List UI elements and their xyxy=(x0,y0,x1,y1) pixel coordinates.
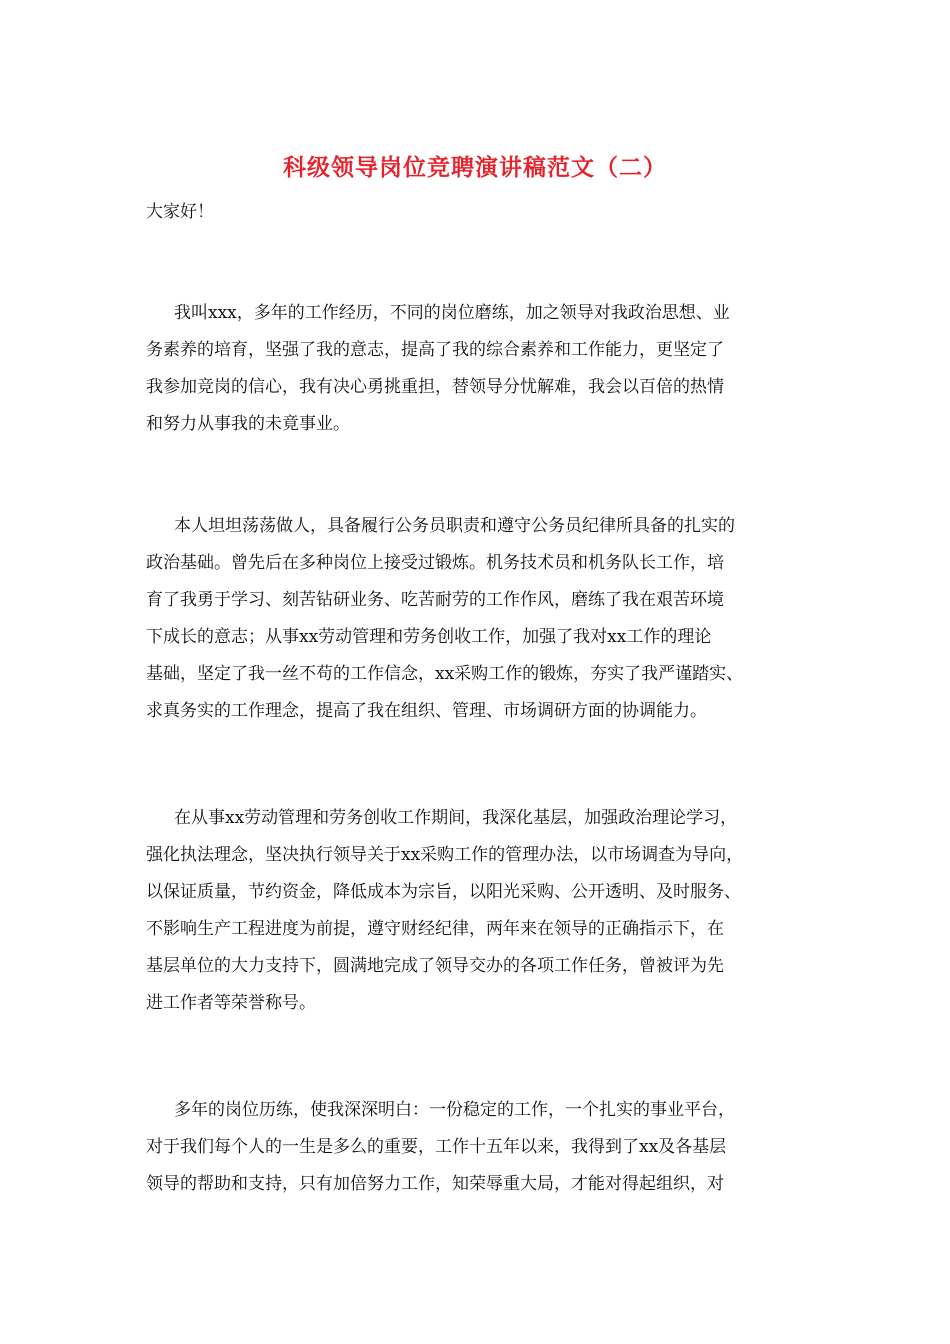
paragraph-line: 本人坦坦荡荡做人，具备履行公务员职责和遵守公务员纪律所具备的扎实的 xyxy=(174,516,735,536)
paragraph-line: 下成长的意志；从事xx劳动管理和劳务创收工作，加强了我对xx工作的理论 xyxy=(146,627,712,647)
paragraph-1 xyxy=(146,301,816,449)
paragraph-line: 务素养的培育，坚强了我的意志，提高了我的综合素养和工作能力，更坚定了 xyxy=(146,340,724,360)
paragraph-line: 基层单位的大力支持下，圆满地完成了领导交办的各项工作任务，曾被评为先 xyxy=(146,956,724,976)
paragraph-line: 不影响生产工程进度为前提，遵守财经纪律，两年来在领导的正确指示下，在 xyxy=(146,919,724,939)
paragraph-line: 我叫xxx，多年的工作经历，不同的岗位磨练，加之领导对我政治思想、业 xyxy=(174,303,730,323)
paragraph-line: 以保证质量，节约资金，降低成本为宗旨，以阳光采购、公开透明、及时服务、 xyxy=(146,882,741,902)
paragraph-line: 我参加竞岗的信心，我有决心勇挑重担，替领导分忧解难，我会以百倍的热情 xyxy=(146,377,724,397)
paragraph-line: 强化执法理念，坚决执行领导关于xx采购工作的管理办法，以市场调查为导向， xyxy=(146,845,744,865)
document-title: 科级领导岗位竞聘演讲稿范文（二） xyxy=(283,154,667,181)
paragraph-line: 领导的帮助和支持，只有加倍努力工作，知荣辱重大局，才能对得起组织，对 xyxy=(146,1174,724,1194)
paragraph-4 xyxy=(146,1098,816,1209)
paragraph-line: 在从事xx劳动管理和劳务创收工作期间，我深化基层，加强政治理论学习， xyxy=(174,808,738,828)
paragraph-line: 育了我勇于学习、刻苦钻研业务、吃苦耐劳的工作作风，磨练了我在艰苦环境 xyxy=(146,590,724,610)
paragraph-3 xyxy=(146,806,816,1028)
paragraph-2 xyxy=(146,514,816,736)
paragraph-line: 多年的岗位历练，使我深深明白：一份稳定的工作，一个扎实的事业平台， xyxy=(174,1100,735,1120)
paragraph-line: 政治基础。曾先后在多种岗位上接受过锻炼。机务技术员和机务队长工作，培 xyxy=(146,553,724,573)
paragraph-line: 基础，坚定了我一丝不苟的工作信念，xx采购工作的锻炼，夯实了我严谨踏实、 xyxy=(146,664,744,684)
greeting-text: 大家好！ xyxy=(146,202,214,222)
paragraph-line: 求真务实的工作理念，提高了我在组织、管理、市场调研方面的协调能力。 xyxy=(146,701,707,721)
paragraph-line: 进工作者等荣誉称号。 xyxy=(146,993,316,1013)
paragraph-line: 对于我们每个人的一生是多么的重要，工作十五年以来，我得到了xx及各基层 xyxy=(146,1137,727,1157)
paragraph-line: 和努力从事我的未竟事业。 xyxy=(146,414,350,434)
